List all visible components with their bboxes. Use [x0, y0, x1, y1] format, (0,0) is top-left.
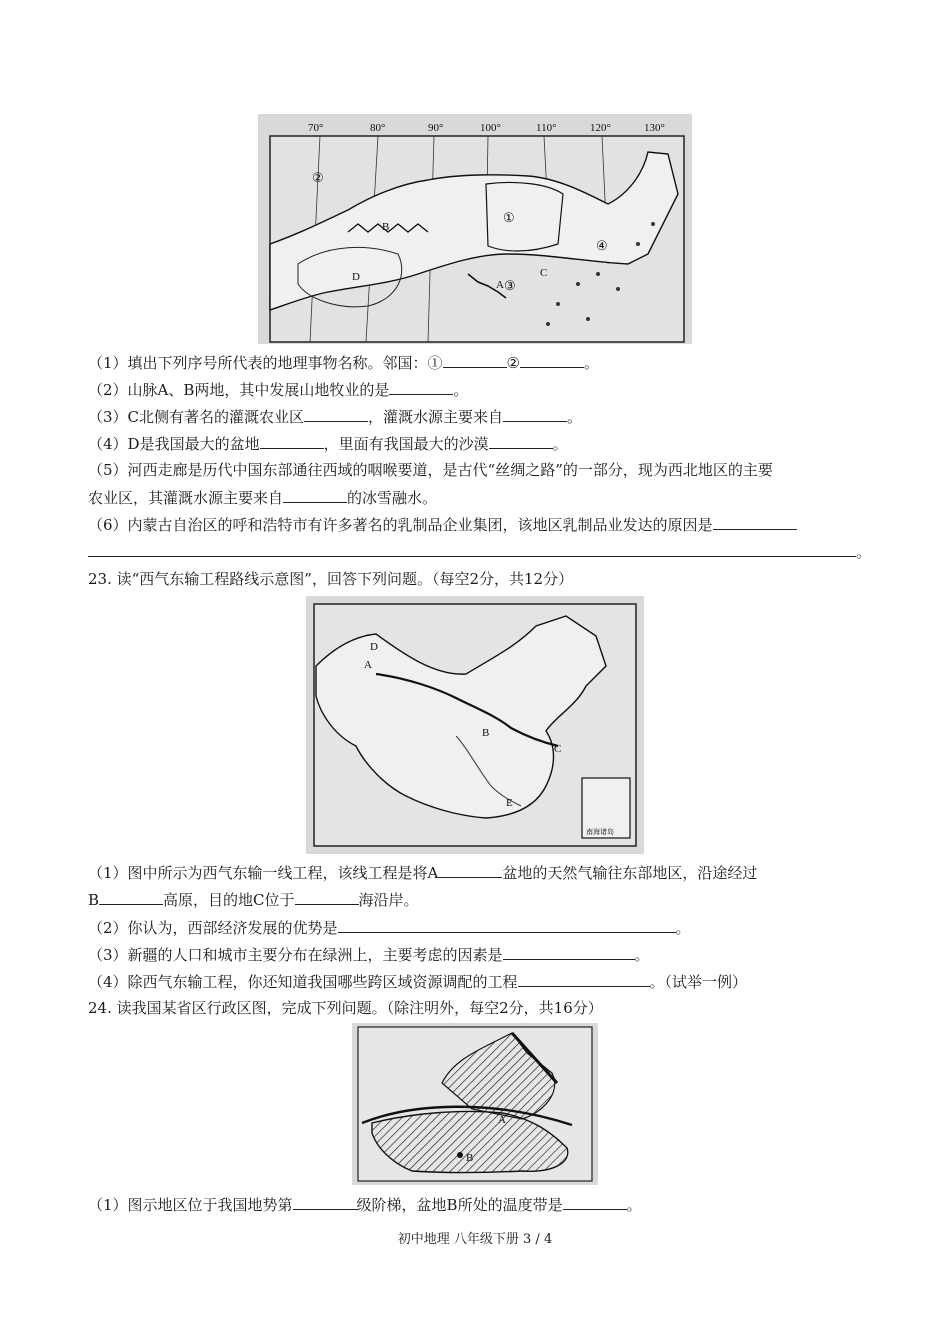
- q22-line-2: （2）山脉A、B两地，其中发展山地牧业的是 。: [88, 381, 469, 399]
- q24-title: 24. 读我国某省区行政区图，完成下列问题。（除注明外，每空2分，共16分）: [88, 999, 603, 1017]
- q22-line-4: （4）D是我国最大的盆地 ，里面有我国最大的沙漠 。: [88, 435, 568, 453]
- gas-label-B: B: [482, 727, 490, 739]
- q23-title: 23. 读“西气东输工程路线示意图”，回答下列问题。（每空2分，共12分）: [88, 570, 574, 588]
- northwest-map-svg: [258, 114, 692, 344]
- prov-label-A: A: [498, 1114, 506, 1126]
- lon-110: 110°: [536, 122, 557, 134]
- label-B: B: [382, 221, 390, 233]
- q24-line-1: （1）图示地区位于我国地势第 级阶梯，盆地B所处的温度带是 。: [88, 1196, 642, 1214]
- lon-130: 130°: [644, 122, 665, 134]
- lon-80: 80°: [370, 122, 386, 134]
- northwest-china-map: [258, 114, 692, 344]
- west-east-gas-map: [306, 596, 644, 854]
- q23-line-3: （3）新疆的人口和城市主要分布在绿洲上，主要考虑的因素是 。: [88, 946, 650, 964]
- lon-120: 120°: [590, 122, 611, 134]
- q22-line-3: （3）C北侧有著名的灌溉农业区 ，灌溉水源主要来自 。: [88, 408, 583, 426]
- q22-line-5a: （5）河西走廊是历代中国东部通往西域的咽喉要道，是古代“丝绸之路”的一部分，现为西北地区的主要: [88, 461, 773, 479]
- label-neighbor-1: ①: [503, 211, 515, 226]
- q23-line-2: （2）你认为，西部经济发展的优势是 。: [88, 919, 691, 937]
- gas-map-svg: [306, 596, 644, 854]
- label-A: A: [496, 279, 504, 291]
- label-3: ③: [504, 279, 516, 294]
- lon-100: 100°: [480, 122, 501, 134]
- q22-line-6: （6）内蒙古自治区的呼和浩特市有许多著名的乳制品企业集团，该地区乳制品业发达的原因是: [88, 514, 866, 535]
- lon-70: 70°: [308, 122, 324, 134]
- q22-line-6-cont: 。: [88, 541, 866, 562]
- q23-line-1: （1）图中所示为西气东输一线工程，该线工程是将A 盆地的天然气输往东部地区，沿途经过: [88, 864, 758, 882]
- gas-label-A: A: [364, 659, 372, 671]
- q22-line-1: （1）填出下列序号所代表的地理事物名称。邻国：① ② 。: [88, 354, 600, 372]
- q23-line-1b: B 高原，目的地C位于 海沿岸。: [88, 891, 419, 909]
- label-4: ④: [596, 239, 608, 254]
- inset-label: 南海诸岛: [586, 828, 614, 836]
- page-footer: 初中地理 八年级下册 3 / 4: [397, 1232, 553, 1247]
- lon-90: 90°: [428, 122, 444, 134]
- gas-label-C: C: [554, 743, 562, 755]
- label-D: D: [352, 271, 360, 283]
- label-C: C: [540, 267, 548, 279]
- province-map-svg: [352, 1023, 598, 1185]
- prov-label-B: B: [466, 1152, 474, 1164]
- q22-line-5b: 农业区，其灌溉水源主要来自 的冰雪融水。: [88, 489, 438, 507]
- label-neighbor-2: ②: [312, 171, 324, 186]
- gas-label-E: E: [506, 797, 513, 809]
- gas-label-D: D: [370, 641, 378, 653]
- province-map: [352, 1023, 598, 1185]
- q23-line-4: （4）除西气东输工程，你还知道我国哪些跨区域资源调配的工程 。（试举一例）: [88, 973, 748, 991]
